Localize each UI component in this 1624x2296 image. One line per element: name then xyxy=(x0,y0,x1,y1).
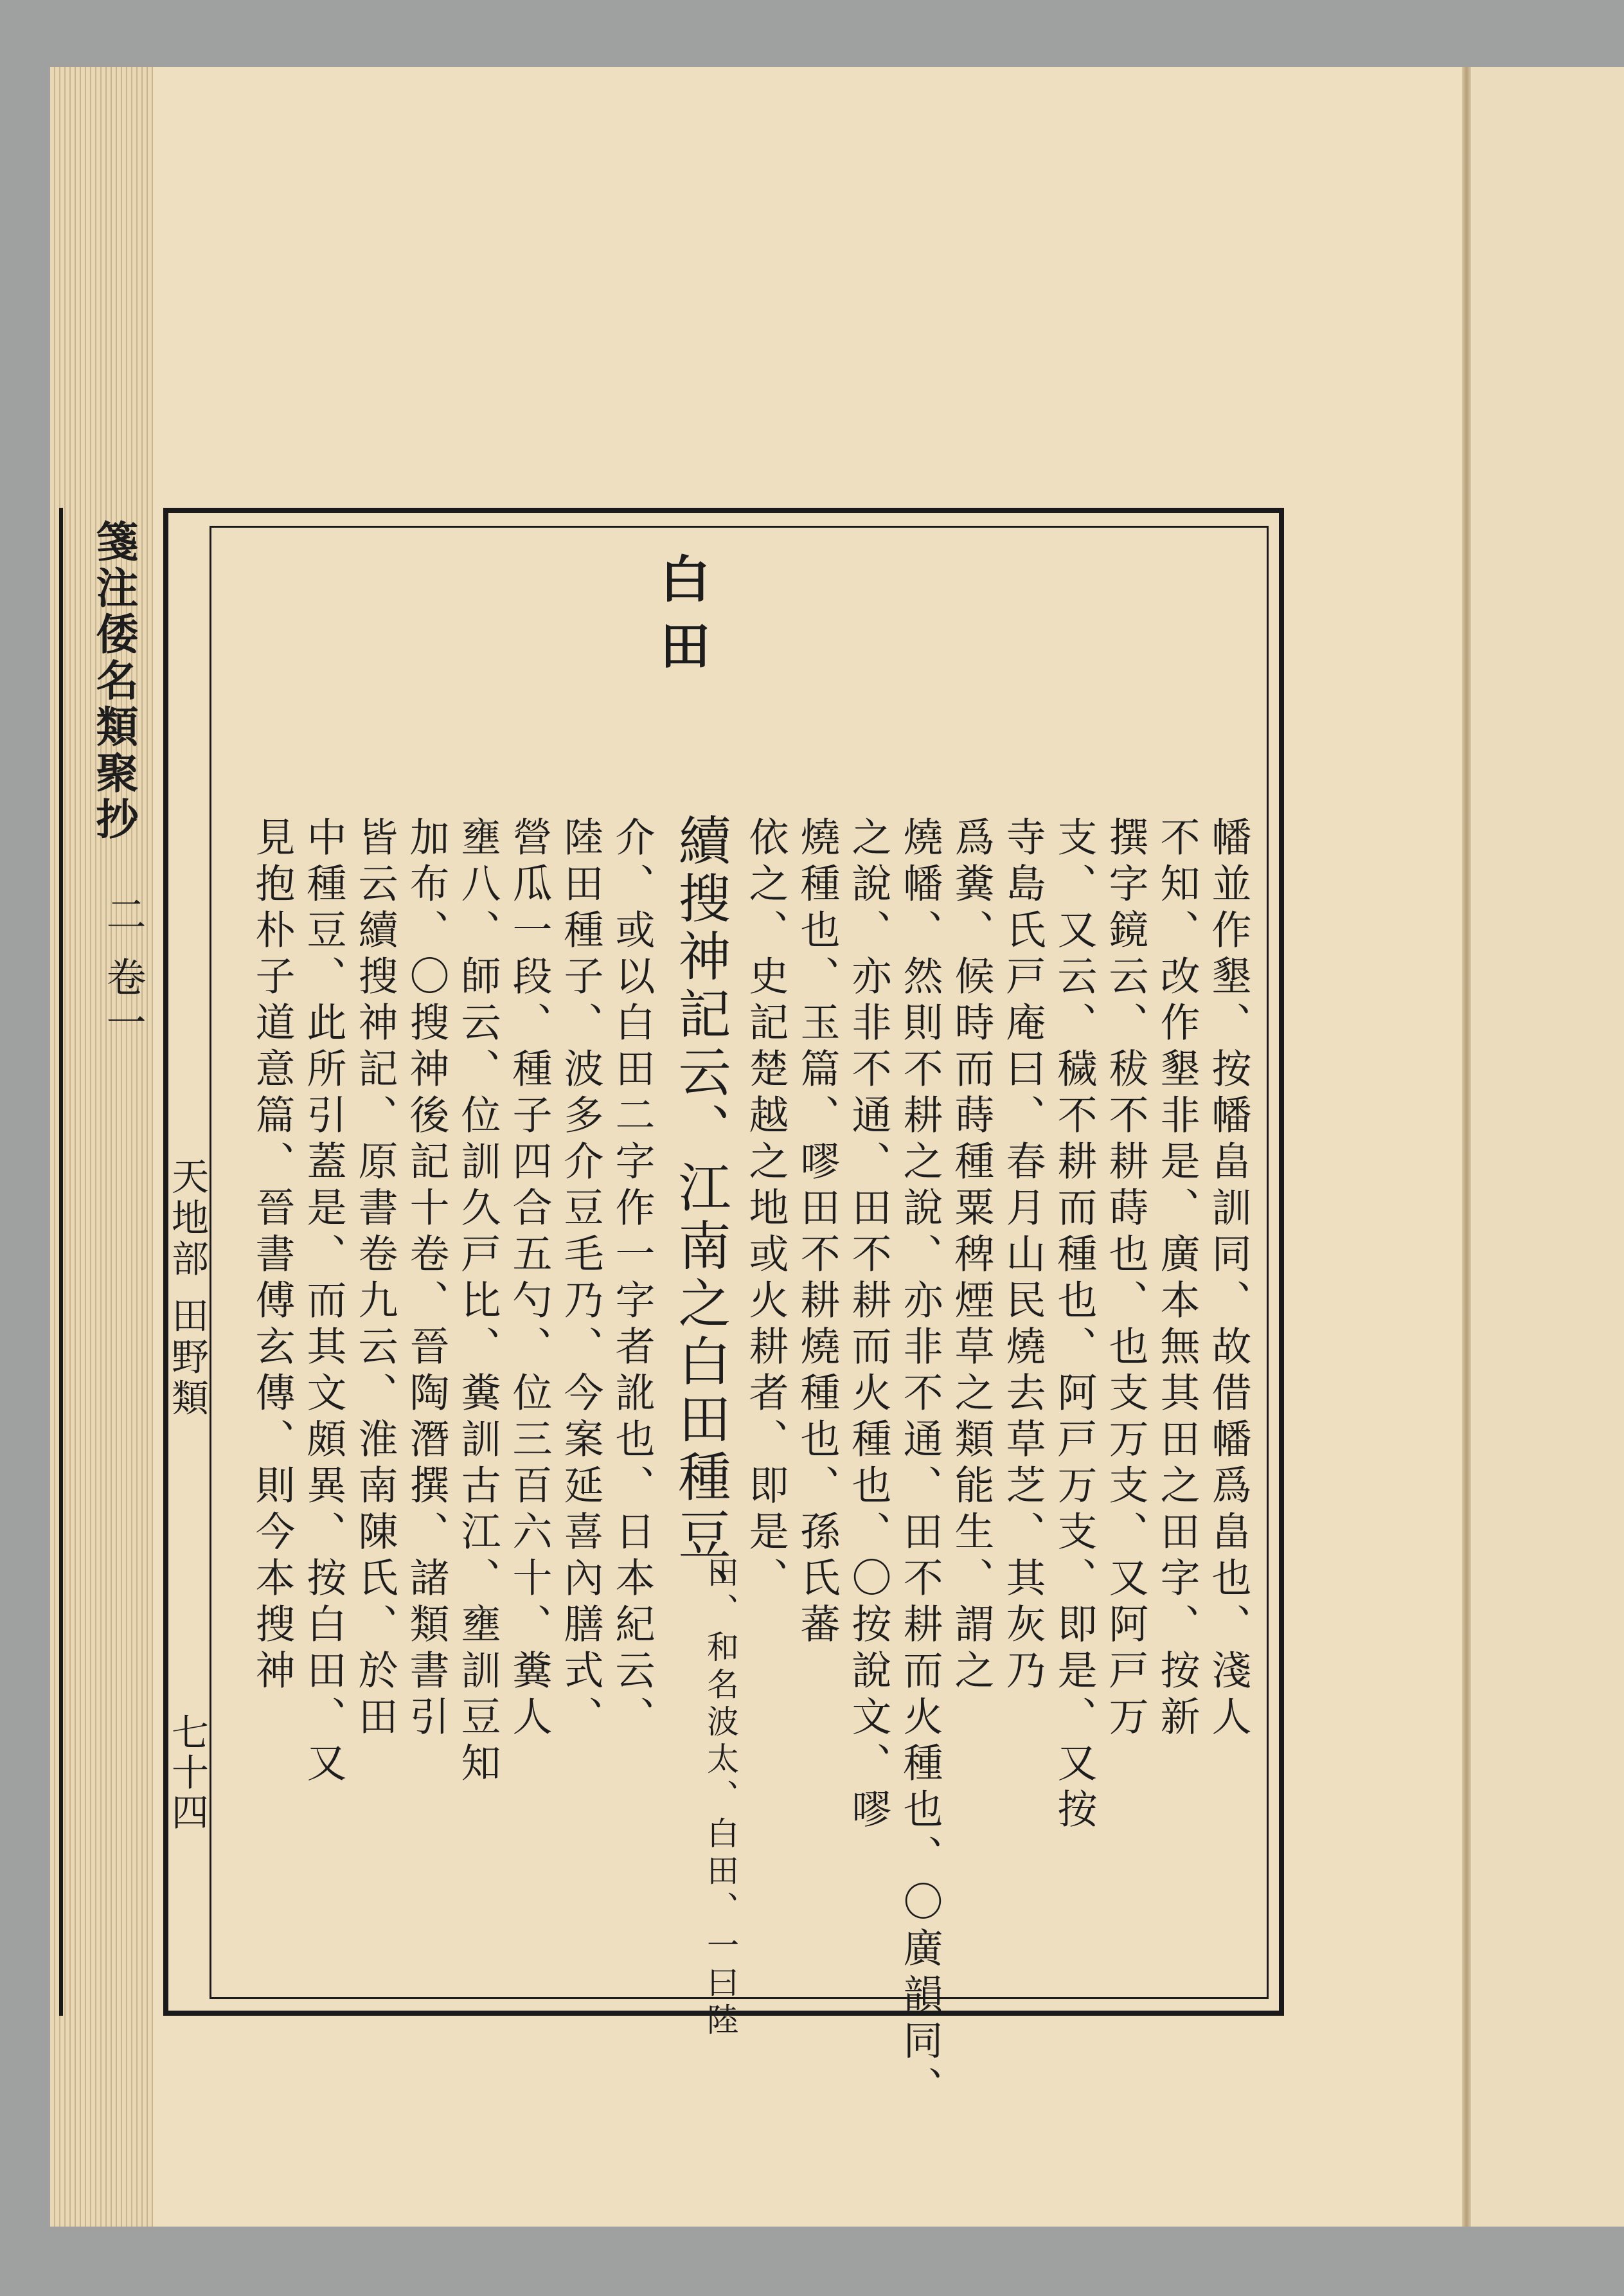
text-column: 支、又云、穢不耕而種也、阿戸万支、即是、又按 xyxy=(1051,816,1098,1834)
text-column: 壅八、師云、位訓久戸比、糞訓古江、壅訓豆知 xyxy=(454,816,501,1788)
text-column: 寺島氏戸庵曰、春月山民燒去草芝、其灰乃 xyxy=(999,816,1046,1696)
text-column: 營瓜一段、種子四合五勺、位三百六十、糞人 xyxy=(506,816,553,1742)
entry-heading: 白田 xyxy=(652,553,710,686)
text-column: 爲糞、候時而蒔種粟稗煙草之類能生、謂之 xyxy=(948,816,995,1696)
text-column: 中種豆、此所引蓋是、而其文頗異、按白田、又 xyxy=(300,816,347,1788)
facing-page xyxy=(1472,67,1624,2227)
text-column: 之說、亦非不通、田不耕而火種也、〇按說文、嘐 xyxy=(845,816,892,1834)
text-column: 燒幡、然則不耕之說、亦非不通、田不耕而火種也、〇廣韻同、 xyxy=(897,816,943,2112)
volume-label: 二 卷一 xyxy=(100,893,147,1046)
text-column: 介、或以白田二字作一字者訛也、日本紀云、 xyxy=(609,816,656,1742)
text-column: 幡並作墾、按幡畠訓同、故借幡爲畠也、淺人 xyxy=(1205,816,1252,1742)
text-column: 燒種也、玉篇、嘐田不耕燒種也、孫氏蕃 xyxy=(794,816,841,1649)
text-column: 撰字鏡云、秡不耕蒔也、也支万支、又阿戸万 xyxy=(1102,816,1149,1742)
book-gutter xyxy=(1462,67,1471,2227)
inline-note: 田、和名波太、白田、一曰陸 xyxy=(702,1556,739,2040)
page-number: 七十四 xyxy=(165,1713,209,1833)
lead-citation: 續搜神記云、江南之白田種豆、 xyxy=(670,813,731,1623)
section-label: 天地部 田野類 xyxy=(165,1157,209,1420)
text-column: 加布、〇搜神後記十卷、晉陶潛撰、諸類書引 xyxy=(403,816,450,1742)
text-column: 依之、史記楚越之地或火耕者、即是、 xyxy=(742,816,789,1603)
margin-title: 箋注倭名類聚抄 xyxy=(89,519,139,843)
text-column: 陸田種子、波多介豆毛乃、今案延喜內膳式、 xyxy=(557,816,604,1742)
text-column: 不知、改作墾非是、廣本無其田之田字、按新 xyxy=(1154,816,1200,1742)
text-column: 皆云續搜神記、原書卷九云、淮南陳氏、於田 xyxy=(352,816,398,1742)
text-column: 見抱朴子道意篇、晉書傅玄傳、則今本搜神 xyxy=(249,816,296,1696)
